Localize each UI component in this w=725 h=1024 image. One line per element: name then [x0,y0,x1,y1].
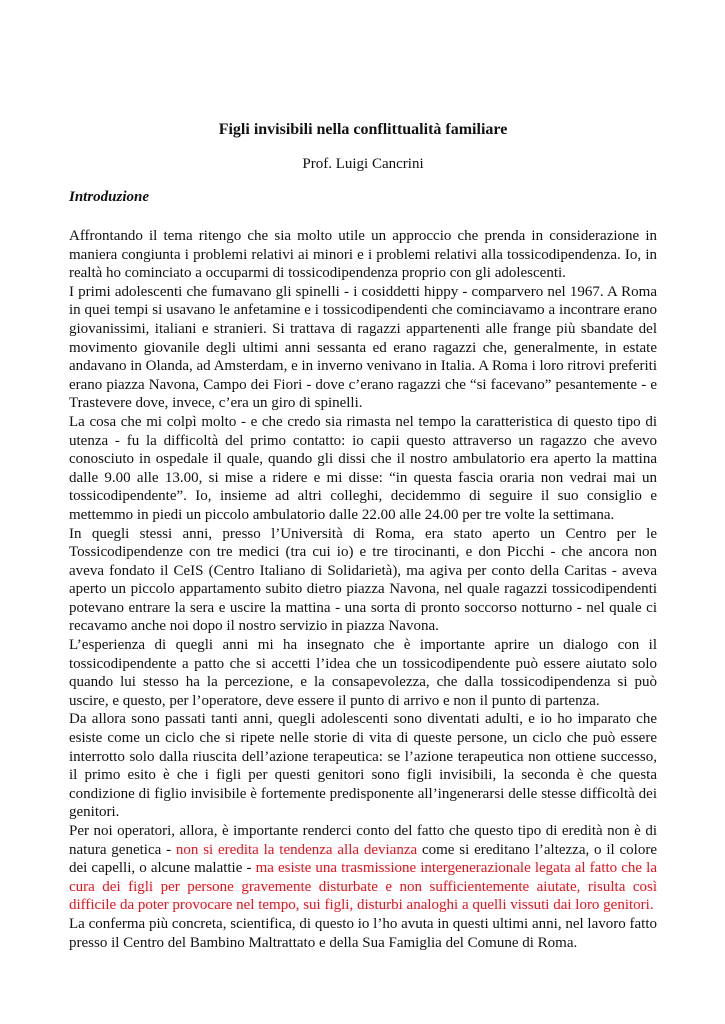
paragraph: La cosa che mi colpì molto - e che credo sia rimasta nel tempo la caratteristica di questo tipo di utenza - fu la difficoltà del primo contatto: io capii questo attraverso un ragazzo che avevo conosciuto in ospedale il quale, quando gli dissi che il nostro ambulatorio era aperto la mattina dalle 9.00 alle 13.00, si mise a ridere e mi disse: “in questa fascia oraria non vedrai mai un tossicodipendente”. Io, insieme ad altri colleghi, decidemmo di seguire il suo consiglio e mettemmo in piedi un piccolo ambulatorio dalle 22.00 alle 24.00 per tre volte la settimana. [69,413,657,523]
document-title: Figli invisibili nella conflittualità familiare [218,121,508,138]
paragraph-text: come si ereditano l’altezza, o il colore dei capelli, o alcune malattie - [69,841,657,877]
highlighted-text: non si eredita la tendenza alla devianza [175,841,418,858]
highlighted-text: ma esiste una trasmissione intergenerazionale legata al fatto che la cura dei figli per persone gravemente disturbate e non sufficientemente aiutate, risulta così difficile da poter provocare nel tempo, sui figli, disturbi analoghi a quelli vissuti dai loro genitori. [69,860,657,914]
paragraph: In quegli stessi anni, presso l’Università di Roma, era stato aperto un Centro per le Tossicodipendenze con tre medici (tra cui io) e tre tirocinanti, e don Picchi - che ancora non aveva fondato il CeIS (Centro Italiano di Solidarietà), ma agiva per conto della Caritas - aveva aperto un piccolo appartamento subito dietro piazza Navona, nel quale ragazzi tossicodipendenti potevano entrare la sera e uscire la mattina - una sorta di pronto soccorso notturno - nel quale ci recavamo anche noi dopo il nostro servizio in piazza Navona. [69,525,657,635]
paragraph-mixed [69,822,657,915]
document-author: Prof. Luigi Cancrini [302,156,424,172]
paragraph: Affrontando il tema ritengo che sia molto utile un approccio che prenda in considerazione in maniera congiunta i problemi relativi ai minori e i problemi relativi alla tossicodipendenza. Io, in realtà ho cominciato a occuparmi di tossicodipendenza proprio con gli adolescenti. [69,228,657,282]
paragraph: Da allora sono passati tanti anni, quegli adolescenti sono diventati adulti, e io ho imparato che esiste come un ciclo che si ripete nelle storie di vita di queste persone, un ciclo che può essere interrotto solo dalla riuscita dell’azione terapeutica: se l’azione terapeutica non ottiene successo, il primo esito è che i figli per questi genitori sono figli invisibili, la seconda è che questa condizione di figlio invisibile è fortemente predisponente all’ingenerarsi delle stesse difficoltà dei genitori. [69,711,657,821]
paragraph: I primi adolescenti che fumavano gli spinelli - i cosiddetti hippy - comparvero nel 1967. A Roma in quei tempi si usavano le anfetamine e i tossicodipendenti che cominciavamo a incontrare erano giovanissimi, italiani e stranieri. Si trattava di ragazzi appartenenti alle frange più sbandate del movimento giovanile degli ultimi anni sessanta ed erano ragazzi che, generalmente, in estate andavano in Olanda, ad Amsterdam, e in inverno venivano in Italia. A Roma i loro ritrovi preferiti erano piazza Navona, Campo dei Fiori - dove c’erano ragazzi che “si facevano” pesantemente - e Trastevere dove, invece, c’era un giro di spinelli. [69,283,657,412]
section-heading: Introduzione [69,189,150,205]
paragraph: La conferma più concreta, scientifica, di questo io l’ho avuta in questi ultimi anni, nel lavoro fatto presso il Centro del Bambino Maltrattato e della Sua Famiglia del Comune di Roma. [69,915,657,951]
paragraph-text: Per noi operatori, allora, è importante renderci conto del fatto che questo tipo di eredità non è di natura genetica - [69,823,657,858]
document-page [69,120,657,952]
paragraph: L’esperienza di quegli anni mi ha insegnato che è importante aprire un dialogo con il tossicodipendente a patto che si accetti l’idea che un tossicodipendente può essere aiutato solo quando lui stesso ha la percezione, e la consapevolezza, che dalla tossicodipendenza si può uscire, e questo, per l’operatore, deve essere il punto di arrivo e non il punto di partenza. [69,637,657,709]
